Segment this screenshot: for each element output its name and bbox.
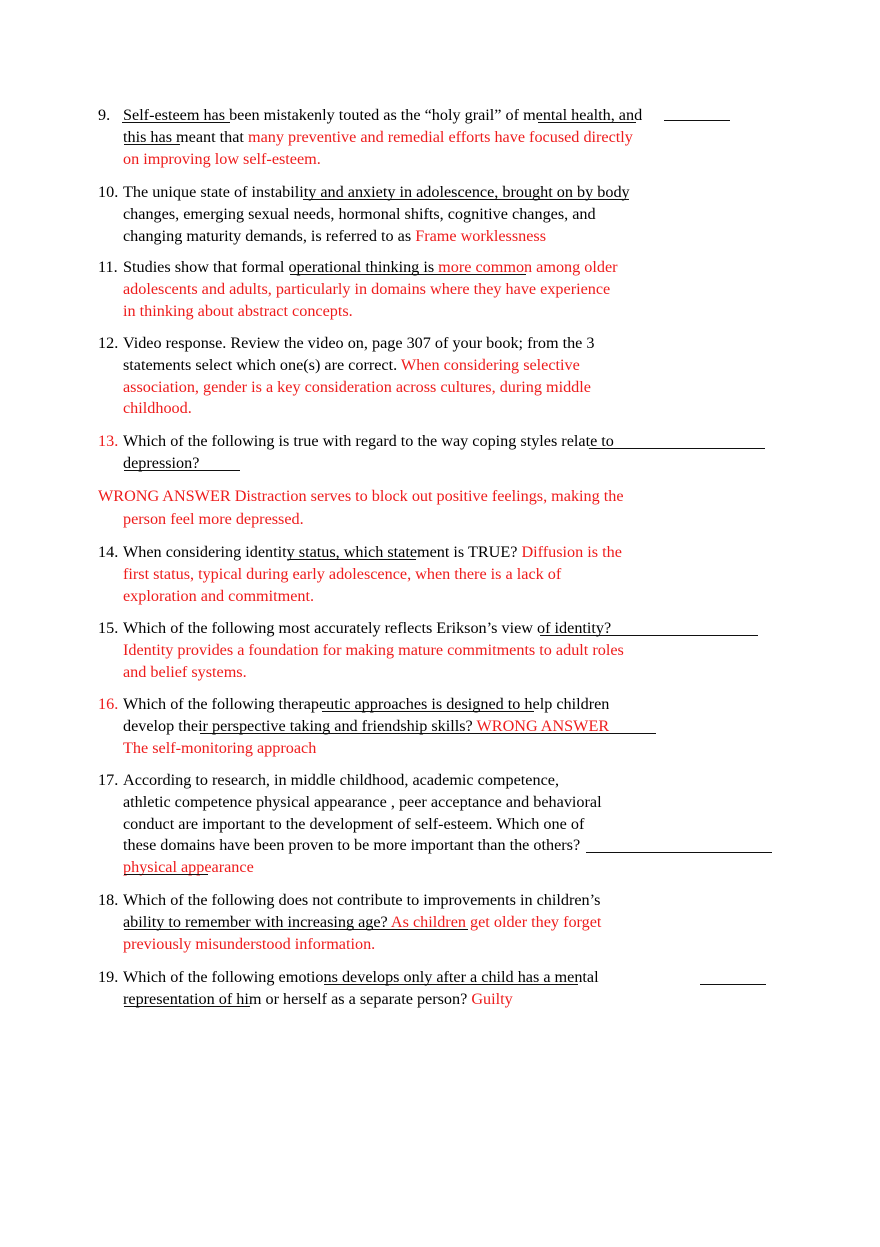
underline-mark [303,199,629,200]
question-text: Self-esteem has been mistakenly touted as the “holy grail” of mental health, and this has meant that [123,106,643,146]
underline-mark [664,120,730,121]
question-text: Studies show that formal operational thinking is [123,258,439,276]
underline-mark [288,559,416,560]
underline-mark [322,711,534,712]
answer-text: As children get older they forget previously misunderstood information. [123,912,602,953]
question-10 [98,182,658,247]
underline-mark [700,984,766,985]
underline-mark [538,122,636,123]
question-16 [98,694,658,759]
question-number: 15. [98,619,119,637]
underline-mark [589,448,765,449]
question-text: When considering identity status, which statement is TRUE? [123,543,522,561]
question-15 [98,618,658,683]
wrong-answer-line1: WRONG ANSWER Distraction serves to block out positive feelings, making the [98,487,624,505]
question-number: 10. [98,183,119,201]
underline-mark [124,874,208,875]
underline-mark [124,470,240,471]
question-11 [98,257,658,322]
answer-text: WRONG ANSWER The self-monitoring approach [123,716,610,757]
question-text: The unique state of instability and anxiety in adolescence, brought on by body changes, emerging sexual needs, hormonal shifts, cognitive changes, and changing maturity demands, is referred to as [123,183,630,245]
wrong-answer-13 [98,486,688,531]
answer-text: Guilty [471,989,513,1008]
question-text: Which of the following most accurately reflects Erikson’s view of identity? [123,619,612,637]
question-18 [98,890,658,955]
question-number: 9. [98,106,111,124]
underline-mark [200,733,656,734]
question-text: Which of the following is true with regard to the way coping styles relate to depression? [123,432,614,472]
answer-text: Frame worklessness [415,226,547,245]
question-number: 16. [98,695,119,713]
underline-mark [586,852,772,853]
underline-mark [124,1006,250,1007]
question-number: 17. [98,771,119,789]
question-number: 13. [98,432,119,450]
question-number: 11. [98,258,118,276]
question-9 [98,105,658,170]
question-text: Which of the following does not contribute to improvements in children’s ability to remember with increasing age? [123,891,601,931]
question-text: According to research, in middle childhood, academic competence, athletic competence physical appearance , peer acceptance and behavioral conduct are important to the development of self-esteem. Which one of these domains have been proven to be more important than the others? [123,771,602,855]
answer-text: many preventive and remedial efforts have focused directly on improving low self-esteem. [123,127,633,168]
question-19 [98,967,658,1011]
question-number: 12. [98,334,119,352]
question-number: 14. [98,543,119,561]
question-number: 19. [98,968,119,986]
answer-text: more common among older adolescents and adults, particularly in domains where they have experience in thinking about abstract concepts. [123,258,618,320]
underline-mark [124,144,180,145]
question-17 [98,770,658,879]
answer-text: Identity provides a foundation for making mature commitments to adult roles and belief systems. [123,640,624,681]
answer-text: Diffusion is the first status, typical during early adolescence, when there is a lack of exploration and commitment. [123,543,622,605]
question-number: 18. [98,891,119,909]
answer-text: When considering selective association, gender is a key consideration across cultures, during middle childhood. [123,355,591,418]
answer-text: physical appearance [123,858,254,877]
underline-mark [122,122,230,123]
underline-mark [540,635,758,636]
question-13 [98,431,658,475]
underline-mark [290,274,526,275]
underline-mark [324,984,578,985]
question-text: Which of the following therapeutic approaches is designed to help children develop their perspective taking and friendship skills? [123,695,610,735]
question-12 [98,333,658,420]
question-14 [98,542,658,607]
wrong-answer-line2: person feel more depressed. [123,509,304,528]
underline-mark [124,929,468,930]
question-text: Which of the following emotions develops only after a child has a mental representation of him or herself as a separate person? [123,968,599,1008]
question-text: Video response. Review the video on, page 307 of your book; from the 3 statements select which one(s) are correct. [123,334,595,374]
